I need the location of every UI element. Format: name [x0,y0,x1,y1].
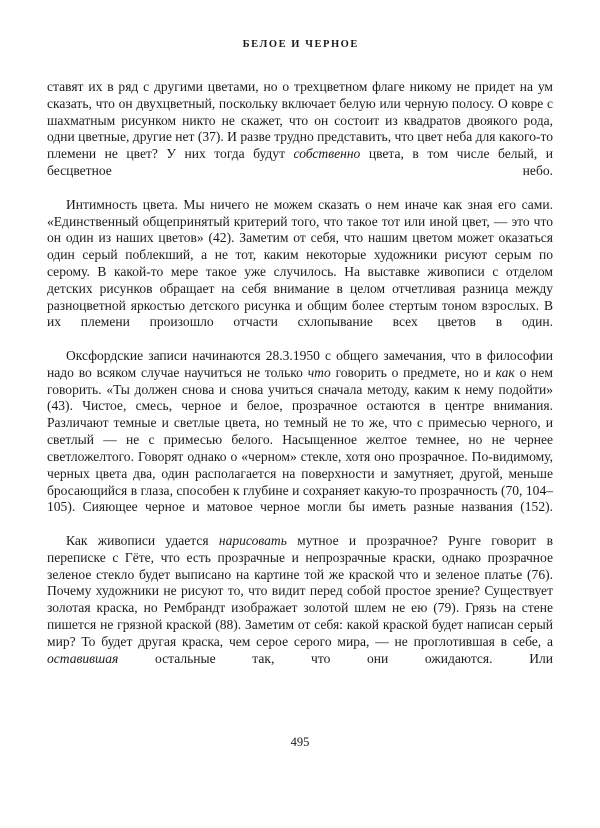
emphasis-text: оставившая [47,650,119,666]
paragraph: Интимность цвета. Мы ничего не можем сказать о нем иначе как зная его сами. «Единственный общепринятый критерий того, что такое тот или иной цвет, — это что он один из наших цветов» (42). Заметим от себя, что нашим цветом может оказаться один серый поблекший, а не тот, каким некоторые художники рисуют серым по серому. В какой-то мере такое уже случилось. На выставке живописи с отделом детских рисунков обращает на себя внимание в целом отчетливая разница между разноцветной яркостью детского рисунка и общим более стертым тоном взрослых. В их племени произошло отчасти схлопывание всех цветов в один. [47,196,553,330]
page-number: 495 [290,735,310,749]
emphasis-text: нарисовать [218,532,287,548]
body-text-block [47,79,553,684]
running-header: БЕЛОЕ И ЧЕРНОЕ [242,39,359,50]
emphasis-text: как [495,364,515,380]
emphasis-text: что [307,364,331,380]
paragraph: Оксфордские записи начинаются 28.3.1950 с общего замечания, что в философии надо во всяком случае научиться не только что говорить о предмете, но и как о нем говорить. «Ты должен снова и снова учиться сначала методу, каким к нему подойти» (43). Чистое, смесь, черное и белое, прозрачное остаются в центре внимания. Различают темные и светлые цвета, но темный не то же, что с примесью черного, и светлый — не с примесью белого. Насыщенное желтое темнее, но не чернее светложелтого. Говорят однако о «черном» стекле, хотя оно прозрачное. По-видимому, черных цвета два, один располагается на поверхности и замутняет, другой, меньше бросающийся в глаза, способен к глубине и сохраняет какую-то прозрачность (70, 104–105). Сияющее черное и матовое черное могли бы иметь разные названия (152). [47,348,553,515]
emphasis-text: собственно [293,146,361,162]
paragraph: ставят их в ряд с другими цветами, но о трехцветном флаге никому не придет на ум сказать, что он двухцветный, поскольку включает белую или черную полосу. О ковре с шахматным рисунком никто не скажет, что он состоит из квадратов двоякого рода, одни цветные, другие нет (37). И разве трудно представить, что цвет неба для какого-то племени не цвет? У них тогда будут собственно цвета, в том числе белый, и бесцветное небо. [47,79,554,179]
paragraph: Как живописи удается нарисовать мутное и прозрачное? Рунге говорит в переписке с Гёте, что есть прозрачные и непрозрачные краски, однако прозрачное зеленое стекло будет выписано на картине той же краской что и зеленое платье (76). Почему художники не рисуют то, что видит перед собой простое зрение? Существует золотая краска, но Рембрандт изображает золотой шлем не ею (79). Грязь на стене пишется не грязной краской (88). Заметим от себя: какой краской будет написан серый мир? То будет другая краска, чем серое серого мира, — не проглотившая в себе, а оставившая остальные так, что они ожидаются. Или [47,532,553,666]
